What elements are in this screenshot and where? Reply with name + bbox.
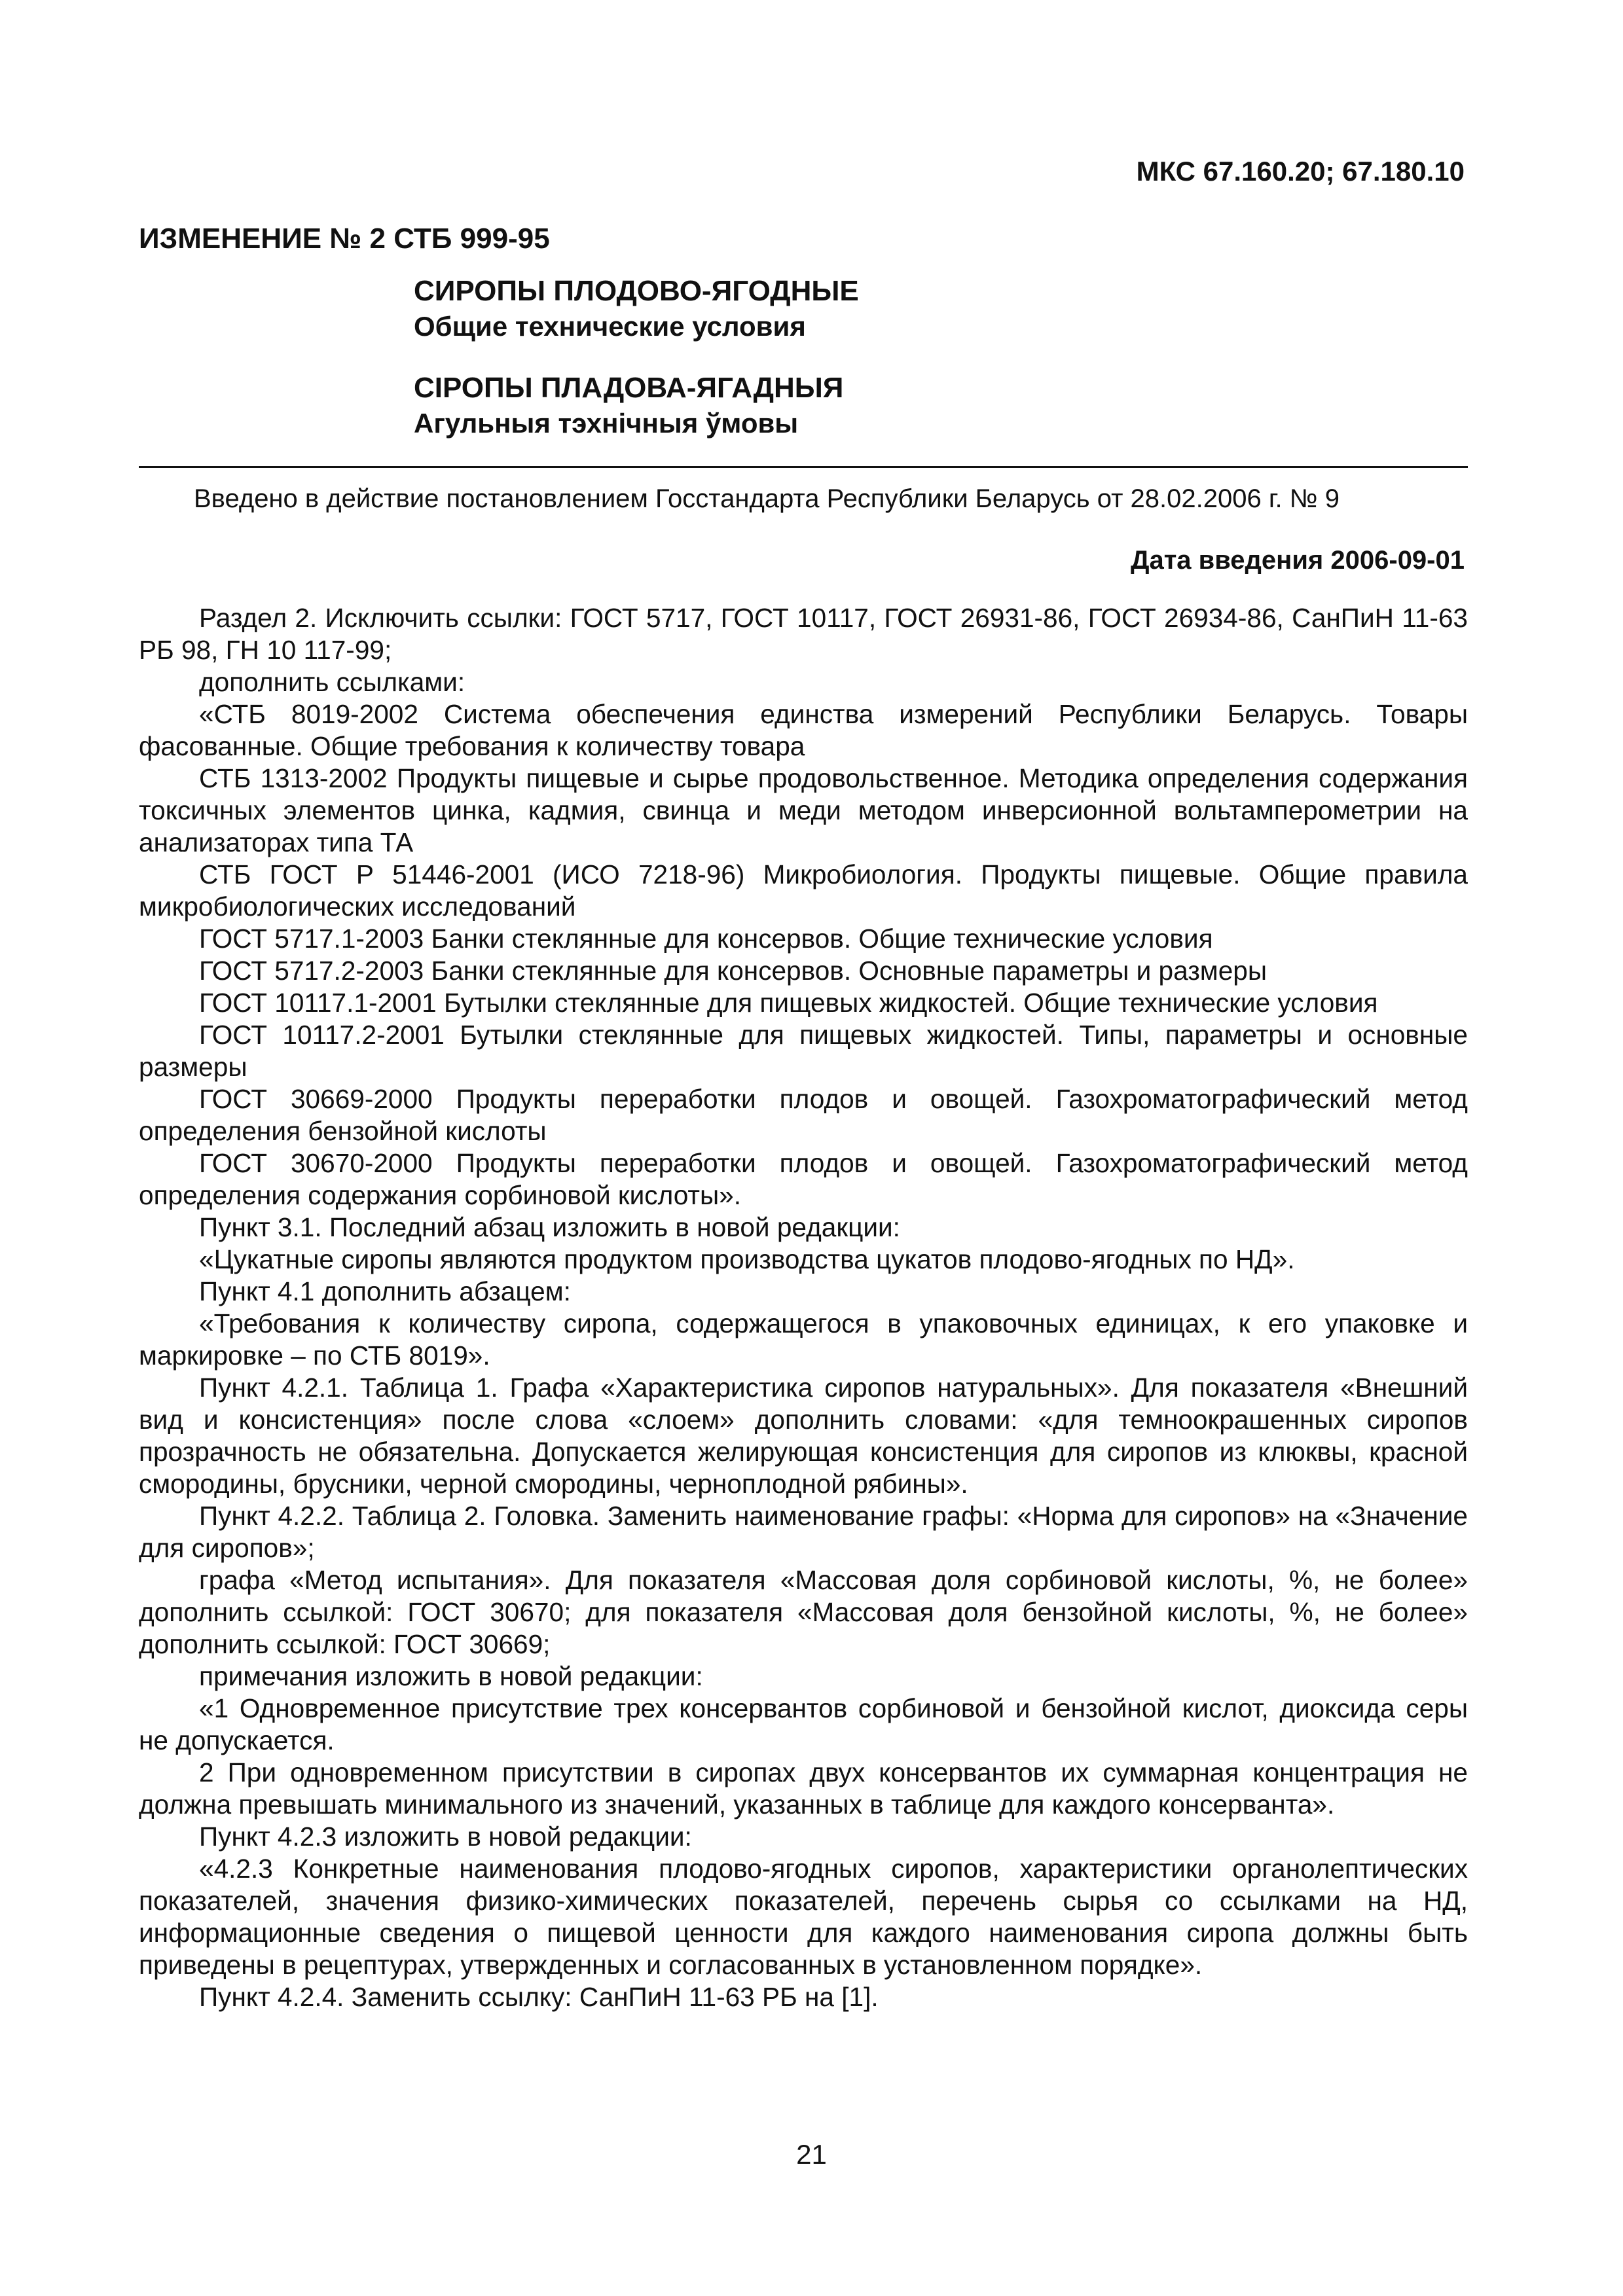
subtitle-by: Агульныя тэхнічныя ўмовы xyxy=(414,408,799,439)
paragraph: «СТБ 8019-2002 Система обеспечения единства измерений Республики Беларусь. Товары фасованные. Общие требования к количеству товара xyxy=(139,699,1468,761)
paragraph: Пункт 4.2.4. Заменить ссылку: СанПиН 11-63 РБ на [1]. xyxy=(199,1982,879,2012)
subtitle-ru: Общие технические условия xyxy=(414,311,806,342)
paragraph: ГОСТ 30670-2000 Продукты переработки плодов и овощей. Газохроматографический метод определения содержания сорбиновой кислоты». xyxy=(139,1148,1468,1210)
paragraph: 2 При одновременном присутствии в сиропах двух консервантов их суммарная концентрация не должна превышать минимального из значений, указанных в таблице для каждого консерванта». xyxy=(139,1757,1468,1820)
paragraph: «Требования к количеству сиропа, содержащегося в упаковочных единицах, к его упаковке и маркировке – по СТБ 8019». xyxy=(139,1308,1468,1371)
date-of-introduction: Дата введения 2006-09-01 xyxy=(1130,546,1465,575)
paragraph: ГОСТ 5717.1-2003 Банки стеклянные для консервов. Общие технические условия xyxy=(199,924,1213,954)
paragraph: «Цукатные сиропы являются продуктом производства цукатов плодово-ягодных по НД». xyxy=(199,1244,1295,1274)
paragraph: Пункт 4.2.1. Таблица 1. Графа «Характеристика сиропов натуральных». Для показателя «Внешний вид и консистенция» после слова «слоем» дополнить словами: «для темноокрашенных сиропов прозрачность не обязательна. Допускается желирующая консистенция для сиропов из клюквы, красной смородины, брусники, черной смородины, черноплодной рябины». xyxy=(139,1372,1468,1499)
paragraph: ГОСТ 10117.1-2001 Бутылки стеклянные для пищевых жидкостей. Общие технические условия xyxy=(199,988,1378,1018)
paragraph: Пункт 4.2.3 изложить в новой редакции: xyxy=(199,1821,692,1852)
page-number: 21 xyxy=(796,2139,827,2170)
title-by: СІРОПЫ ПЛАДОВА-ЯГАДНЫЯ xyxy=(414,372,844,404)
body-text xyxy=(139,602,1468,2013)
paragraph: ГОСТ 30669-2000 Продукты переработки плодов и овощей. Газохроматографический метод определения бензойной кислоты xyxy=(139,1084,1468,1146)
change-title: ИЗМЕНЕНИЕ № 2 СТБ 999-95 xyxy=(139,223,550,255)
paragraph: графа «Метод испытания». Для показателя «Массовая доля сорбиновой кислоты, %, не более» дополнить ссылкой: ГОСТ 30670; для показателя «Массовая доля бензойной кислоты, %, не более» дополнить ссылкой: ГОСТ 30669; xyxy=(139,1565,1468,1659)
header-divider xyxy=(139,466,1468,468)
paragraph: ГОСТ 10117.2-2001 Бутылки стеклянные для пищевых жидкостей. Типы, параметры и основные размеры xyxy=(139,1020,1468,1082)
paragraph: Пункт 4.1 дополнить абзацем: xyxy=(199,1276,571,1306)
paragraph: примечания изложить в новой редакции: xyxy=(199,1661,703,1691)
introduced-note: Введено в действие постановлением Госстандарта Республики Беларусь от 28.02.2006 г. № 9 xyxy=(194,484,1340,513)
paragraph: «4.2.3 Конкретные наименования плодово-ягодных сиропов, характеристики органолептических показателей, значения физико-химических показателей, перечень сырья со ссылками на НД, информационные сведения о пищевой ценности для каждого наименования сиропа должны быть приведены в рецептурах, утвержденных и согласованных в установленном порядке». xyxy=(139,1854,1468,1980)
standard-titles xyxy=(414,274,1461,441)
title-ru: СИРОПЫ ПЛОДОВО-ЯГОДНЫЕ xyxy=(414,275,859,307)
paragraph: дополнить ссылками: xyxy=(199,667,465,697)
paragraph: ГОСТ 5717.2-2003 Банки стеклянные для консервов. Основные параметры и размеры xyxy=(199,956,1267,986)
paragraph: Раздел 2. Исключить ссылки: ГОСТ 5717, ГОСТ 10117, ГОСТ 26931-86, ГОСТ 26934-86, СанПиН 11-63 РБ 98, ГН 10 117-99; xyxy=(139,603,1468,665)
paragraph: СТБ ГОСТ Р 51446-2001 (ИСО 7218-96) Микробиология. Продукты пищевые. Общие правила микробиологических исследований xyxy=(139,859,1468,922)
paragraph: СТБ 1313-2002 Продукты пищевые и сырье продовольственное. Методика определения содержания токсичных элементов цинка, кадмия, свинца и меди методом инверсионной вольтамперометрии на анализаторах типа ТА xyxy=(139,763,1468,857)
paragraph: Пункт 3.1. Последний абзац изложить в новой редакции: xyxy=(199,1212,900,1242)
paragraph: «1 Одновременное присутствие трех консервантов сорбиновой и бензойной кислот, диоксида серы не допускается. xyxy=(139,1693,1468,1755)
paragraph: Пункт 4.2.2. Таблица 2. Головка. Заменить наименование графы: «Норма для сиропов» на «Значение для сиропов»; xyxy=(139,1501,1468,1563)
mks-code: МКС 67.160.20; 67.180.10 xyxy=(1136,156,1465,187)
